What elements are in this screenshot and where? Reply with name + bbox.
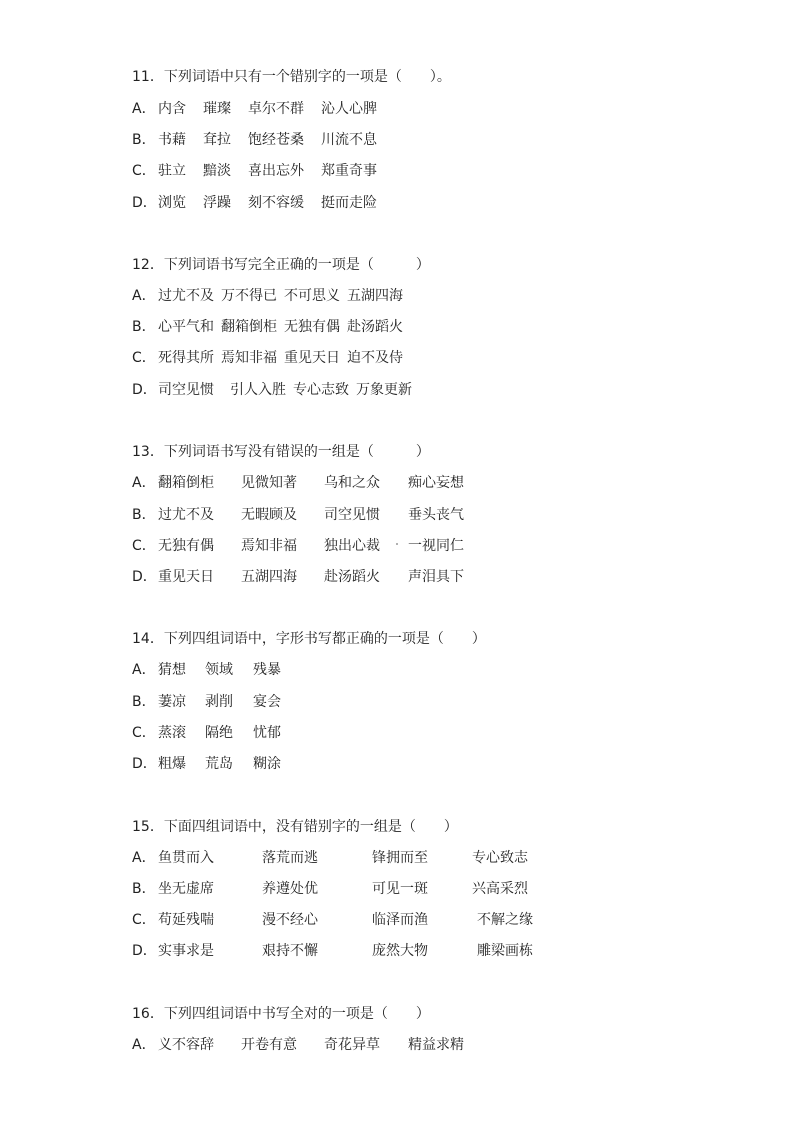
option-word: 驻立: [158, 163, 186, 179]
option-word: 糊涂: [253, 756, 281, 772]
option-label: A．: [132, 101, 156, 117]
option-word: 专心志致: [293, 382, 349, 398]
option-word: 垂头丧气: [408, 507, 464, 523]
question-11-option-d: [132, 192, 377, 212]
option-label: D．: [132, 756, 157, 772]
question-16-stem: 16．下列四组词语中书写全对的一项是（ ）: [132, 1006, 430, 1022]
option-word: 迫不及侍: [347, 350, 403, 366]
option-word: 养遵处优: [262, 881, 318, 897]
option-word: 残暴: [253, 662, 281, 678]
option-label: C．: [132, 912, 156, 928]
option-word: 开卷有意: [241, 1037, 297, 1053]
stray-dot: [396, 543, 398, 545]
option-word: 刻不容缓: [248, 195, 304, 211]
option-word: 兴高采烈: [472, 881, 528, 897]
option-word: 无独有偶: [284, 319, 340, 335]
question-15-option-a: [132, 847, 528, 867]
option-word: 一视同仁: [408, 538, 464, 554]
option-word: 过尤不及: [158, 288, 214, 304]
question-13-option-b: [132, 504, 464, 524]
option-label: D．: [132, 943, 157, 959]
option-word: 黯淡: [203, 163, 231, 179]
option-word: 精益求精: [408, 1037, 464, 1053]
option-word: 漫不经心: [262, 912, 318, 928]
question-13-option-a: [132, 472, 464, 492]
question-14-stem: 14．下列四组词语中，字形书写都正确的一项是（ ）: [132, 631, 486, 647]
option-word: 死得其所: [158, 350, 214, 366]
option-word: 独出心裁: [324, 538, 380, 554]
option-word: 挺而走险: [321, 195, 377, 211]
option-word: 荒岛: [205, 756, 233, 772]
option-word: 锋拥而至: [372, 850, 428, 866]
question-11-option-c: [132, 160, 377, 180]
question-12-option-d: [132, 379, 412, 399]
option-word: 粗爆: [158, 756, 186, 772]
option-word: 万不得已: [221, 288, 277, 304]
option-label: A．: [132, 1037, 156, 1053]
option-word: 艰持不懈: [262, 943, 318, 959]
option-word: 庞然大物: [372, 943, 428, 959]
option-word: 领域: [205, 662, 233, 678]
option-word: 焉知非福: [221, 350, 277, 366]
question-11-option-a: [132, 98, 377, 118]
question-12-option-c: [132, 347, 403, 367]
option-word: 心平气和: [158, 319, 214, 335]
option-label: B．: [132, 132, 156, 148]
option-label: A．: [132, 850, 156, 866]
option-word: 耷拉: [203, 132, 231, 148]
option-word: 萋凉: [158, 694, 186, 710]
option-word: 痴心妄想: [408, 475, 464, 491]
option-word: 坐无虚席: [158, 881, 214, 897]
question-14-option-a: [132, 659, 281, 679]
option-word: 赴汤蹈火: [347, 319, 403, 335]
option-word: 川流不息: [321, 132, 377, 148]
option-word: 落荒而逃: [262, 850, 318, 866]
option-word: 无独有偶: [158, 538, 214, 554]
option-word: 内含: [158, 101, 186, 117]
option-label: C．: [132, 163, 156, 179]
option-word: 鱼贯而入: [158, 850, 214, 866]
question-13-option-c: [132, 535, 464, 555]
question-14-option-b: [132, 691, 281, 711]
option-word: 见微知著: [241, 475, 297, 491]
option-word: 沁人心脾: [321, 101, 377, 117]
option-word: 雕梁画栋: [477, 943, 533, 959]
option-word: 义不容辞: [158, 1037, 214, 1053]
question-15-option-c: [132, 909, 533, 929]
option-word: 蒸滚: [158, 725, 186, 741]
option-label: B．: [132, 507, 156, 523]
question-12-stem: 12．下列词语书写完全正确的一项是（ ）: [132, 257, 430, 273]
option-word: 万象更新: [356, 382, 412, 398]
question-14-option-c: [132, 722, 281, 742]
option-word: 焉知非福: [241, 538, 297, 554]
option-word: 重见天日: [284, 350, 340, 366]
option-word: 卓尔不群: [248, 101, 304, 117]
option-label: D．: [132, 382, 157, 398]
option-label: C．: [132, 538, 156, 554]
option-word: 翻箱倒柜: [158, 475, 214, 491]
option-label: A．: [132, 288, 156, 304]
option-label: C．: [132, 350, 156, 366]
option-word: 浮躁: [203, 195, 231, 211]
option-word: 五湖四海: [347, 288, 403, 304]
question-16-option-a: [132, 1034, 464, 1054]
option-label: D．: [132, 195, 157, 211]
question-12-option-b: [132, 316, 403, 336]
option-label: D．: [132, 569, 157, 585]
option-word: 引人入胜: [230, 382, 286, 398]
option-word: 璀璨: [203, 101, 231, 117]
question-15-stem: 15．下面四组词语中，没有错别字的一组是（ ）: [132, 819, 458, 835]
option-word: 司空见惯: [158, 382, 214, 398]
option-word: 司空见惯: [324, 507, 380, 523]
option-word: 不可思义: [284, 288, 340, 304]
option-word: 专心致志: [472, 850, 528, 866]
option-word: 声泪具下: [408, 569, 464, 585]
option-word: 奇花异草: [324, 1037, 380, 1053]
option-word: 重见天日: [158, 569, 214, 585]
option-word: 猜想: [158, 662, 186, 678]
option-word: 忧郁: [253, 725, 281, 741]
question-13-option-d: [132, 566, 464, 586]
option-label: B．: [132, 319, 156, 335]
option-word: 不解之缘: [477, 912, 533, 928]
question-13-stem: 13．下列词语书写没有错误的一组是（ ）: [132, 444, 430, 460]
option-word: 过尤不及: [158, 507, 214, 523]
question-12-option-a: [132, 285, 403, 305]
option-label: A．: [132, 475, 156, 491]
option-word: 临泽而渔: [372, 912, 428, 928]
option-word: 宴会: [253, 694, 281, 710]
option-word: 浏览: [158, 195, 186, 211]
option-label: A．: [132, 662, 156, 678]
option-word: 郑重奇事: [321, 163, 377, 179]
option-word: 剥削: [205, 694, 233, 710]
question-15-option-b: [132, 878, 528, 898]
option-word: 赴汤蹈火: [324, 569, 380, 585]
option-word: 喜出忘外: [248, 163, 304, 179]
question-14-option-d: [132, 753, 281, 773]
question-15-option-d: [132, 940, 533, 960]
option-word: 实事求是: [158, 943, 214, 959]
option-label: C．: [132, 725, 156, 741]
option-label: B．: [132, 694, 156, 710]
option-word: 饱经苍桑: [248, 132, 304, 148]
question-11-stem: 11．下列词语中只有一个错别字的一项是（ ）。: [132, 69, 451, 85]
question-11-option-b: [132, 129, 377, 149]
option-word: 可见一斑: [372, 881, 428, 897]
option-word: 苟延残喘: [158, 912, 214, 928]
option-word: 书藉: [158, 132, 186, 148]
option-word: 乌和之众: [324, 475, 380, 491]
option-word: 隔绝: [205, 725, 233, 741]
option-label: B．: [132, 881, 156, 897]
option-word: 五湖四海: [241, 569, 297, 585]
option-word: 翻箱倒柜: [221, 319, 277, 335]
option-word: 无暇顾及: [241, 507, 297, 523]
